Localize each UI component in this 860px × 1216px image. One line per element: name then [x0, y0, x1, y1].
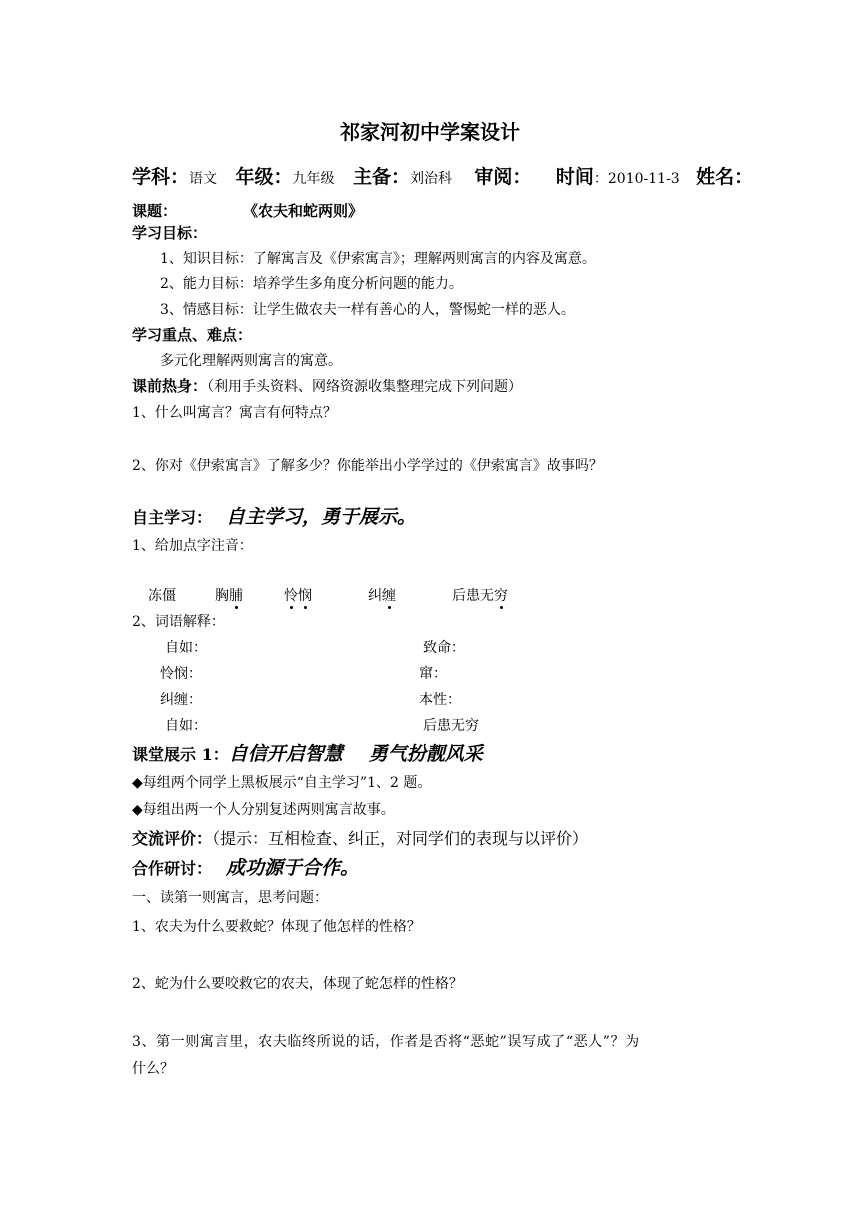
review-label: 审阅：: [474, 166, 532, 188]
warmup-question: 1、什么叫寓言？寓言有何特点？: [132, 405, 337, 421]
discussion-question: 1、农夫为什么要救蛇？体现了他怎样的性格？: [132, 919, 421, 935]
self-study-label: 自主学习：: [132, 508, 213, 527]
page-title: 祁家河初中学案设计: [340, 120, 520, 144]
vocab-item: 自如：: [165, 718, 207, 734]
warmup-line: [132, 375, 522, 396]
vocab-item: 致命：: [423, 640, 465, 656]
show-item: ◆每组两个同学上黑板展示“自主学习”1、2 题。: [132, 775, 432, 791]
goals-heading: 学习目标：: [132, 224, 208, 242]
cooperation-label: 合作研讨：: [132, 859, 213, 878]
class-show-slogan: 自信开启智慧: [228, 743, 343, 765]
show-item: ◆每组出两一个人分别复述两则寓言故事。: [132, 802, 395, 818]
grade-value: 九年级: [292, 171, 335, 187]
cooperation-slogan: 成功源于合作。: [226, 857, 360, 879]
vocab-item: 纠缠：: [160, 692, 202, 708]
pinyin-word: 后患无穷: [452, 588, 508, 604]
pinyin-word: 胸脯: [215, 588, 243, 604]
focus-heading: 学习重点、难点：: [132, 326, 253, 344]
meta-row: [132, 162, 753, 189]
subject-label: 学科：: [132, 166, 190, 188]
time-label: 时间: [555, 166, 594, 188]
pinyin-word: 冻僵: [148, 588, 176, 604]
grade-label: 年级：: [235, 166, 293, 188]
subject-value: 语文: [189, 171, 218, 187]
topic: 《农夫和蛇两则》: [243, 202, 364, 220]
evaluation-line: [132, 826, 588, 849]
self-study-slogan: 自主学习，勇于展示。: [226, 506, 417, 528]
class-show-slogan: 勇气扮靓风采: [368, 743, 483, 765]
pinyin-word: 纠缠: [368, 588, 396, 604]
vocab-item: 后患无穷: [423, 718, 479, 734]
discussion-question: 2、蛇为什么要咬救它的农夫，体现了蛇怎样的性格？: [132, 976, 463, 992]
vocab-item: 自如：: [165, 640, 207, 656]
warmup-label: 课前热身：: [132, 377, 208, 395]
class-show-label: 课堂展示 1：: [132, 745, 229, 764]
pinyin-question: 1、给加点字注音：: [132, 538, 253, 554]
time-value: ：2010-11-3: [593, 171, 680, 187]
warmup-question: 2、你对《伊索寓言》了解多少？你能举出小学学过的《伊索寓言》故事吗？: [132, 458, 603, 474]
discussion-question-continued: 什么？: [132, 1061, 174, 1077]
focus-text: 多元化理解两则寓言的寓意。: [160, 353, 342, 369]
warmup-note: （利用手头资料、网络资源收集整理完成下列问题）: [207, 379, 523, 395]
cooperation-line: [132, 853, 359, 880]
author-value: 刘治科: [409, 171, 452, 187]
discussion-question: 3、第一则寓言里，农夫临终所说的话，作者是否将“恶蛇”误写成了“恶人”？为: [132, 1034, 640, 1050]
author-label: 主备：: [352, 166, 410, 188]
evaluation-label: 交流评价：: [132, 829, 213, 848]
pinyin-word: 怜悯: [284, 588, 312, 604]
goal-item: 2、能力目标：培养学生多角度分析问题的能力。: [160, 276, 463, 292]
evaluation-note: （提示：互相检查、纠正，对同学们的表现与以评价）: [212, 829, 589, 848]
vocab-question: 2、词语解释：: [132, 614, 225, 630]
vocab-item: 本性：: [419, 692, 461, 708]
name-label: 姓名：: [696, 166, 754, 188]
class-show-line: [132, 739, 483, 766]
topic-label: 课题：: [132, 202, 178, 220]
self-study-line: [132, 502, 416, 529]
vocab-item: 怜悯：: [160, 666, 202, 682]
vocab-item: 窜：: [419, 666, 447, 682]
goal-item: 3、情感目标：让学生做农夫一样有善心的人，警惕蛇一样的恶人。: [160, 302, 575, 318]
goal-item: 1、知识目标：了解寓言及《伊索寓言》；理解两则寓言的内容及寓意。: [160, 251, 596, 267]
part-heading: 一、读第一则寓言，思考问题：: [132, 890, 328, 906]
